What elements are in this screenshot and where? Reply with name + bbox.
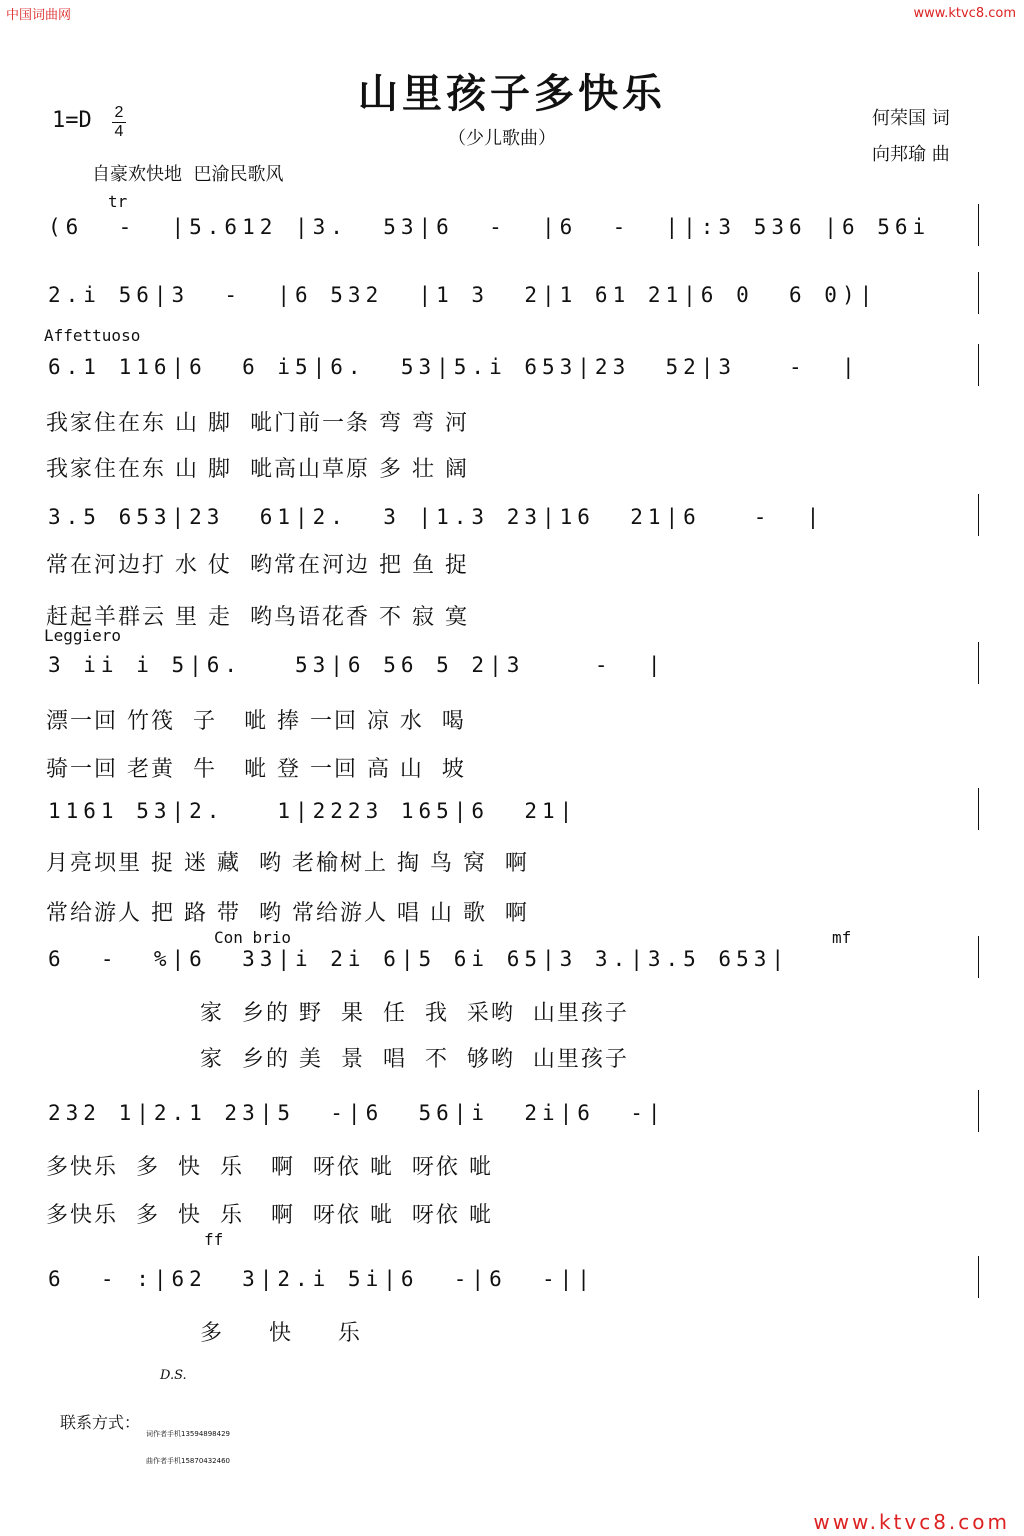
note-line: 3 ii i 5|6. 53|6 56 5 2|3 - | — [48, 653, 666, 677]
lyric-line: 多快乐 多 快 乐 啊 呀依 呲 呀依 呲 — [46, 1155, 493, 1180]
lyric-line: 常在河边打 水 仗 哟常在河边 把 鱼 捉 — [46, 553, 469, 578]
note-line: 232 1|2.1 23|5 -|6 56|i 2i|6 -| — [48, 1101, 666, 1125]
time-top: 2 — [114, 104, 124, 121]
expression-mark: ff — [204, 1230, 224, 1249]
lyric-line: 我家住在东 山 脚 呲高山草原 多 壮 阔 — [46, 457, 469, 482]
footer-watermark: www.ktvc8.com — [813, 1510, 1010, 1534]
barline — [978, 1256, 979, 1298]
composer-credit: 向邦瑜 曲 — [872, 144, 950, 165]
contact-line-1: 词作者手机13594898429 — [146, 1430, 230, 1438]
expression-mark: Leggiero — [44, 626, 122, 645]
contact-label: 联系方式： — [60, 1413, 141, 1432]
barline — [978, 1090, 979, 1132]
lyric-line: 家 乡的 野 果 任 我 采哟 山里孩子 — [200, 1001, 629, 1026]
site-logo-left: 中国词曲网 — [6, 8, 72, 23]
lyricist-credit: 何荣国 词 — [872, 108, 950, 129]
lyric-line: 常给游人 把 路 带 哟 常给游人 唱 山 歌 啊 — [46, 901, 529, 926]
lyric-line: 骑一回 老黄 牛 呲 登 一回 高 山 坡 — [46, 757, 466, 782]
barline — [978, 204, 979, 246]
expression-mark: mf — [832, 928, 852, 947]
time-signature — [112, 104, 126, 141]
lyric-line: 赶起羊群云 里 走 哟鸟语花香 不 寂 寞 — [46, 605, 469, 630]
barline — [978, 272, 979, 314]
note-line: 2.i 56|3 - |6 532 |1 3 2|1 61 21|6 0 6 0)| — [48, 283, 878, 307]
note-line: 6 - %|6 33|i 2i 6|5 6i 65|3 3.|3.5 653| — [48, 947, 790, 971]
song-subtitle: （少儿歌曲） — [448, 128, 556, 149]
contact-details — [146, 1412, 230, 1475]
note-line: 1161 53|2. 1|2223 165|6 21| — [48, 799, 578, 823]
song-title: 山里孩子多快乐 — [358, 70, 666, 117]
barline — [978, 642, 979, 684]
note-line: (6 - |5.612 |3. 53|6 - |6 - ||:3 536 |6 56i — [48, 215, 931, 239]
barline — [978, 936, 979, 978]
tempo-marking: 自豪欢快地 巴渝民歌风 — [92, 164, 284, 185]
lyric-line: 我家住在东 山 脚 呲门前一条 弯 弯 河 — [46, 411, 469, 436]
site-url-right: www.ktvc8.com — [913, 6, 1016, 21]
note-line: 6 - :|62 3|2.i 5i|6 -|6 -|| — [48, 1267, 595, 1291]
time-bottom: 4 — [114, 123, 124, 140]
lyric-line: 多 快 乐 — [200, 1321, 362, 1346]
barline — [978, 494, 979, 536]
note-line: 6.1 116|6 6 i5|6. 53|5.i 653|23 52|3 - | — [48, 355, 860, 379]
barline — [978, 788, 979, 830]
key-signature: 1=D — [52, 108, 92, 133]
dal-segno-mark: D.S. — [160, 1368, 187, 1383]
expression-mark: Con brio — [214, 928, 292, 947]
lyric-line: 月亮坝里 捉 迷 藏 哟 老榆树上 掏 鸟 窝 啊 — [46, 851, 529, 876]
expression-mark: Affettuoso — [44, 326, 141, 345]
note-line: 3.5 653|23 61|2. 3 |1.3 23|16 21|6 - | — [48, 505, 825, 529]
contact-line-2: 曲作者手机15870432460 — [146, 1457, 230, 1465]
lyric-line: 漂一回 竹筏 子 呲 捧 一回 凉 水 喝 — [46, 709, 466, 734]
expression-mark: tr — [108, 192, 128, 211]
barline — [978, 344, 979, 386]
lyric-line: 多快乐 多 快 乐 啊 呀依 呲 呀依 呲 — [46, 1203, 493, 1228]
lyric-line: 家 乡的 美 景 唱 不 够哟 山里孩子 — [200, 1047, 629, 1072]
